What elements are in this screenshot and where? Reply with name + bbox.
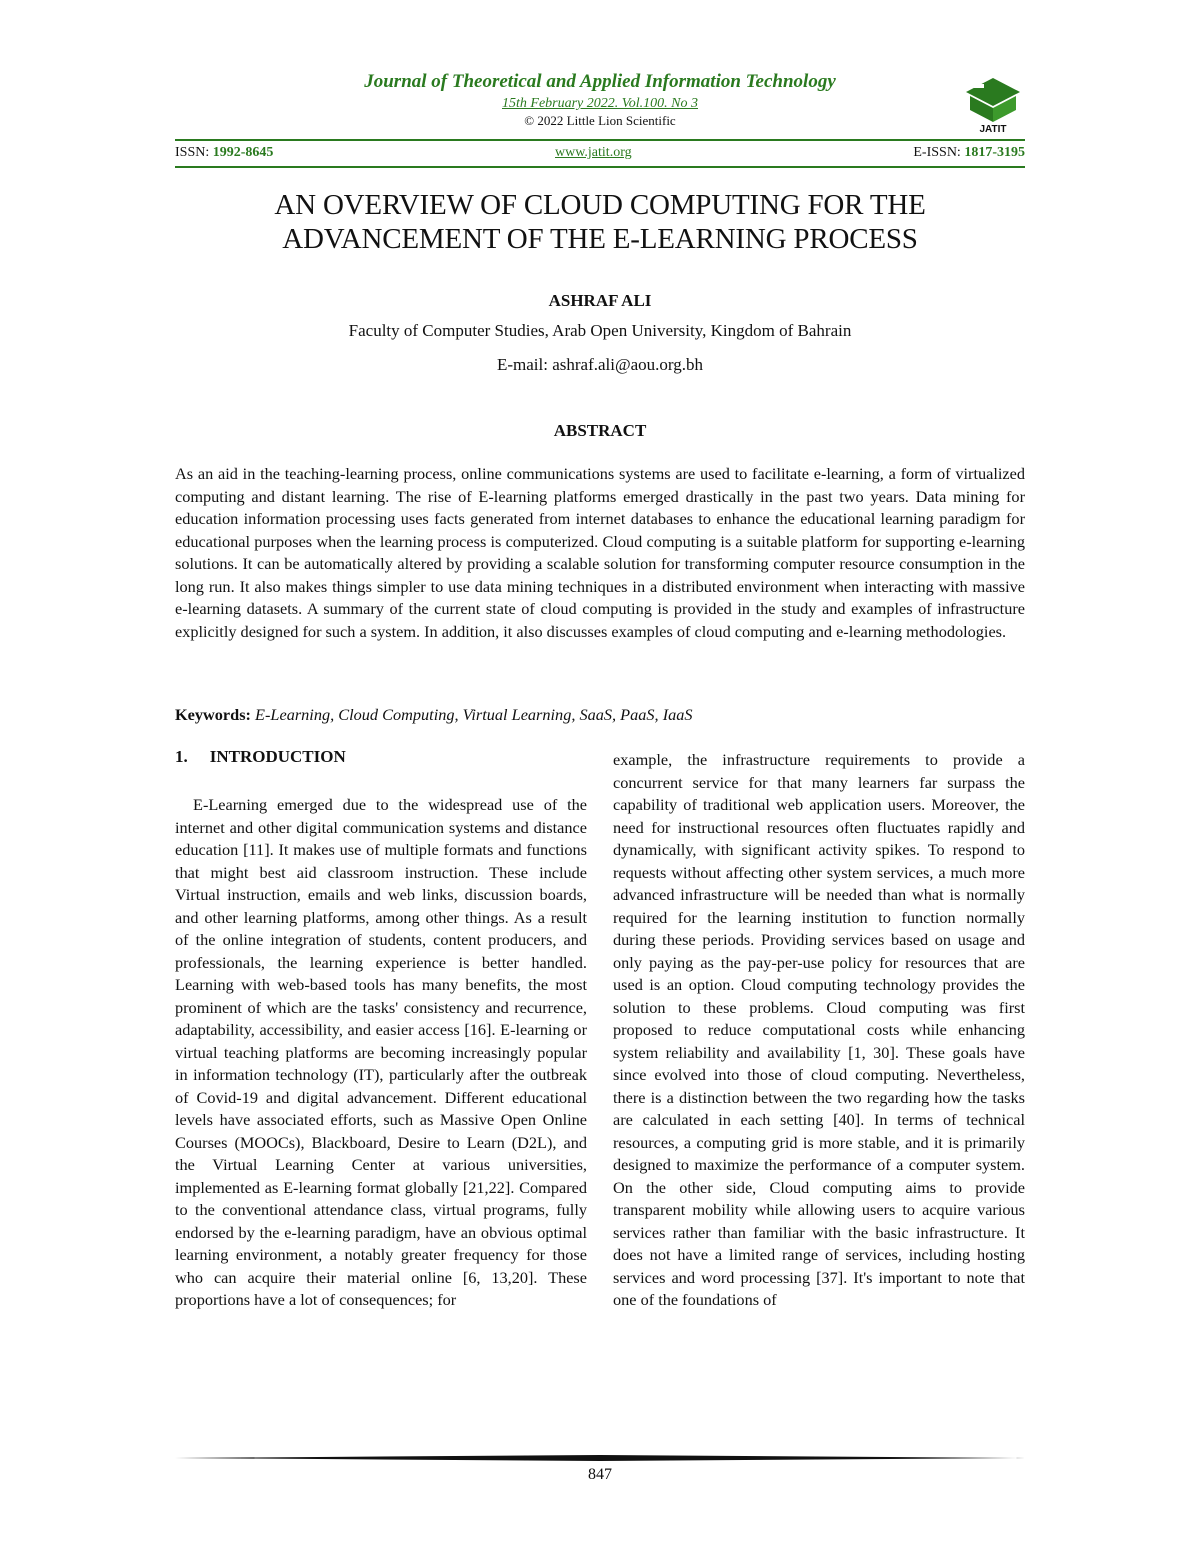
author-affiliation: Faculty of Computer Studies, Arab Open University, Kingdom of Bahrain bbox=[348, 321, 852, 340]
eissn-value: 1817-3195 bbox=[964, 145, 1025, 160]
eissn-label: E-ISSN: bbox=[913, 145, 961, 160]
keywords-label: Keywords: bbox=[175, 705, 251, 724]
abstract-heading: ABSTRACT bbox=[553, 421, 647, 440]
logo-text: JATIT bbox=[979, 124, 1007, 134]
section-title: INTRODUCTION bbox=[209, 747, 346, 766]
section-heading bbox=[175, 747, 346, 767]
author-email: E-mail: ashraf.ali@aou.org.bh bbox=[496, 355, 704, 374]
author-name: ASHRAF ALI bbox=[548, 291, 652, 310]
journal-title: Journal of Theoretical and Applied Information Technology bbox=[364, 71, 836, 92]
section-number: 1. bbox=[175, 747, 188, 766]
issue-info: 15th February 2022. Vol.100. No 3 bbox=[502, 96, 698, 111]
title-line-1: AN OVERVIEW OF CLOUD COMPUTING FOR THE bbox=[274, 189, 926, 221]
header-rule-top bbox=[175, 139, 1025, 141]
jatit-logo bbox=[960, 74, 1026, 134]
website-link[interactable]: www.jatit.org bbox=[555, 145, 632, 160]
keywords-list: E-Learning, Cloud Computing, Virtual Learning, SaaS, PaaS, IaaS bbox=[255, 705, 693, 724]
copyright: © 2022 Little Lion Scientific bbox=[524, 113, 676, 128]
issn-label: ISSN: bbox=[175, 145, 210, 160]
issn bbox=[175, 145, 273, 161]
paper-title bbox=[175, 188, 1025, 256]
issn-value: 1992-8645 bbox=[212, 145, 274, 160]
eissn bbox=[913, 145, 1025, 161]
title-line-2: ADVANCEMENT OF THE E-LEARNING PROCESS bbox=[282, 223, 918, 255]
footer-rule bbox=[175, 1455, 1025, 1461]
right-column-text: example, the infrastructure requirements to provide a concurrent service for that many learners far surpass the capability of traditional web application users. Moreover, the need for instructional resources often fluctuates rapidly and dynamically, with significant activity spikes. To respond to requests without affecting other system services, a much more advanced infrastructure will be needed than what is normally required for the learning institution to function normally during these periods. Providing services based on usage and only paying as the pay-per-use policy for resources that are used is an option. Cloud computing technology provides the solution to these problems. Cloud computing was first proposed to reduce computational costs while enhancing system reliability and availability [1, 30]. These goals have since evolved into those of cloud computing. Nevertheless, there is a distinction between the two regarding how the tasks are calculated in each setting [40]. In terms of technical resources, a computing grid is more stable, and it is primarily designed to maximize the performance of a computer system. On the other side, Cloud computing aims to provide transparent mobility while allowing users to acquire various services rather than familiar with the basic infrastructure. It does not have a limited range of services, including hosting services and word processing [37]. It's important to note that one of the foundations of bbox=[613, 750, 1025, 1309]
left-column-text: E-Learning emerged due to the widespread use of the internet and other digital communication systems and distance education [11]. It makes use of multiple formats and functions that might best aid classroom instruction. These include Virtual instruction, emails and web links, discussion boards, and other learning platforms, among other things. As a result of the online integration of students, content producers, and professionals, the learning experience is better handled. Learning with web-based tools has many benefits, the most prominent of which are the tasks' consistency and recurrence, adaptability, accessibility, and easier access [16]. E-learning or virtual teaching platforms are becoming increasingly popular in information technology (IT), particularly after the outbreak of Covid-19 and digital advancement. Different educational levels have associated efforts, such as Massive Open Online Courses (MOOCs), Blackboard, Desire to Learn (D2L), and the Virtual Learning Center at various universities, implemented as E-learning format globally [21,22]. Compared to the conventional attendance class, virtual programs, fully endorsed by the e-learning paradigm, have an obvious optimal learning environment, a notably greater frequency for those who can acquire their material online [6, 13,20]. These proportions have a lot of consequences; for bbox=[175, 795, 587, 1309]
page-number: 847 bbox=[588, 1466, 612, 1483]
keywords bbox=[175, 705, 1025, 725]
header-rule-bottom bbox=[175, 166, 1025, 168]
abstract-text: As an aid in the teaching-learning process, online communications systems are used to facilitate e-learning, a form of virtualized computing and distant learning. The rise of E-learning platforms emerged drastically in the past two years. Data mining for education information processing uses facts generated from internet databases to enhance the educational learning paradigm for educational purposes when the learning process is computerized. Cloud computing is a suitable platform for supporting e-learning solutions. It can be automatically altered by providing a scalable solution for transforming computer resource consumption in the long run. It also makes things simpler to use data mining techniques in a distributed environment when interacting with massive e-learning datasets. A summary of the current state of cloud computing is provided in the study and examples of infrastructure explicitly designed for such a system. In addition, it also discusses examples of cloud computing and e-learning methodologies. bbox=[175, 464, 1025, 641]
